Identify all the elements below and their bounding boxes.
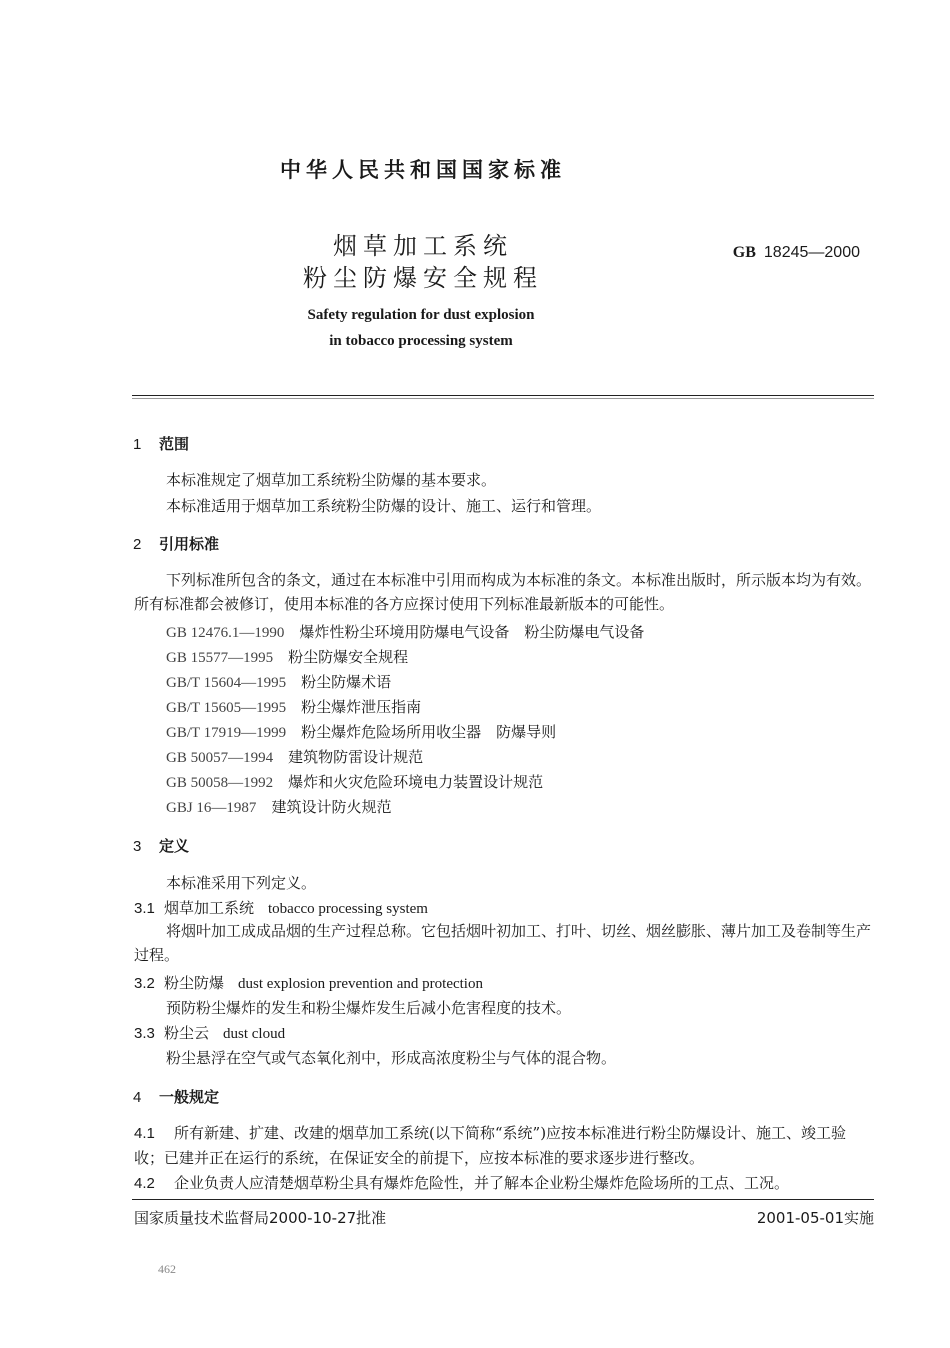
footer-rule [132,1199,874,1200]
reference-item: GBJ 16—1987 建筑设计防火规范 [166,798,392,816]
standard-code-number: 18245—2000 [763,244,860,261]
header-rule-thin [132,398,874,399]
title-line-1: 烟草加工系统 [333,232,513,260]
header-rule [132,395,874,396]
section-3-heading: 3 定义 [133,837,190,855]
section-3-intro: 本标准采用下列定义。 [166,874,317,892]
reference-item: GB/T 15605—1995 粉尘爆炸泄压指南 [166,698,422,716]
reference-item: GB 50058—1992 爆炸和火灾危险环境电力装置设计规范 [166,773,544,791]
reference-item: GB/T 15604—1995 粉尘防爆术语 [166,673,392,691]
standard-code [733,244,860,262]
section-2-intro: 下列标准所包含的条文，通过在本标准中引用而构成为本标准的条文。本标准出版时，所示版本均为有效。所有标准都会被修订，使用本标准的各方应探讨使用下列标准最新版本的可能性。 [134,571,872,613]
clause-item: 4.2 企业负责人应清楚烟草粉尘具有爆炸危险性，并了解本企业粉尘爆炸危险场所的工点、工况。 [134,1174,790,1192]
english-title-line-2: in tobacco processing system [329,333,513,349]
definition-description: 预防粉尘爆炸的发生和粉尘爆炸发生后减小危害程度的技术。 [166,999,572,1017]
page-number: 462 [158,1262,176,1276]
title-line-2: 粉尘防爆安全规程 [303,264,543,292]
standard-type-heading: 中华人民共和国国家标准 [280,158,566,182]
section-1-paragraph-2: 本标准适用于烟草加工系统粉尘防爆的设计、施工、运行和管理。 [166,497,602,515]
definition-description: 粉尘悬浮在空气或气态氧化剂中，形成高浓度粉尘与气体的混合物。 [166,1049,617,1067]
reference-item: GB 50057—1994 建筑物防雷设计规范 [166,748,424,766]
section-1-paragraph-1: 本标准规定了烟草加工系统粉尘防爆的基本要求。 [166,471,497,489]
definition-description: 将烟叶加工成成品烟的生产过程总称。它包括烟叶初加工、打叶、切丝、烟丝膨胀、薄片加工及卷制等生产过程。 [134,922,872,964]
reference-item: GB/T 17919—1999 粉尘爆炸危险场所用收尘器 防爆导则 [166,723,557,741]
english-title-line-1: Safety regulation for dust explosion [307,307,535,323]
definition-heading: 3.1 烟草加工系统 tobacco processing system [134,899,428,917]
clause-item: 4.1 所有新建、扩建、改建的烟草加工系统(以下简称“系统”)应按本标准进行粉尘防爆设计、施工、竣工验收；已建并正在运行的系统，在保证安全的前提下，应按本标准的要求逐步进行整改。 [134,1124,847,1167]
reference-item: GB 15577—1995 粉尘防爆安全规程 [166,648,409,666]
definition-heading: 3.3 粉尘云 dust cloud [134,1024,286,1042]
standard-code-prefix: GB [732,244,756,261]
section-1-heading: 1 范围 [133,435,190,453]
approval-date: 国家质量技术监督局2000-10-27批准 [134,1209,387,1227]
reference-item: GB 12476.1—1990 爆炸性粉尘环境用防爆电气设备 粉尘防爆电气设备 [166,623,645,641]
effective-date: 2001-05-01实施 [756,1209,874,1227]
section-2-heading: 2 引用标准 [133,535,220,553]
definition-heading: 3.2 粉尘防爆 dust explosion prevention and protection [134,974,483,992]
section-4-heading: 4 一般规定 [133,1088,220,1106]
